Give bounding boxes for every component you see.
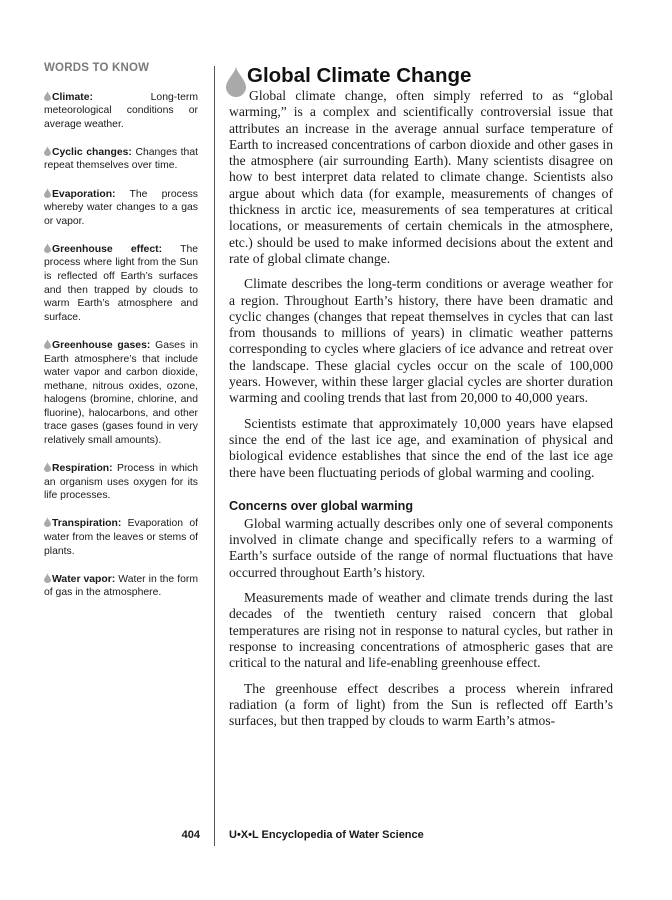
- term-definition: Long-term meteorological conditions or average weather.: [44, 91, 198, 130]
- water-drop-icon: [44, 462, 51, 472]
- term-word: Cyclic changes:: [52, 146, 132, 158]
- term-definition: The process where light from the Sun is reflected off Earth’s surfaces and then trapped by clouds to warm Earth’s atmosphere and surface.: [44, 243, 198, 323]
- term-water-vapor: [44, 573, 198, 600]
- term-definition: Water in the form of gas in the atmosphere.: [44, 573, 198, 599]
- water-drop-icon: [44, 91, 51, 101]
- title-row: [229, 64, 613, 88]
- section-paragraph: Measurements made of weather and climate trends during the last decades of the twentieth century raised concern that global temperatures are rising not in response to natural cycles, but rather in response to increasing concentrations of atmospheric gases that are critical to the natural and life-enabling greenhouse effect.: [229, 590, 613, 671]
- intro-paragraph: Climate describes the long-term conditions or average weather for a region. Throughout Earth’s history, there have been dramatic and cyclic changes (changes that repeat themselves in cycles that can last from thousands to millions of years) in climatic weather patterns corresponding to cycles where glaciers of ice advance and retreat over the landscape. These glacial cycles occur on the scale of 100,000 years. However, within these larger glacial cycles are shorter duration warming and cooling trends that last from 20,000 to 40,000 years.: [229, 276, 613, 406]
- page-number: 404: [181, 829, 200, 841]
- water-drop-icon: [44, 146, 51, 156]
- term-definition: Changes that repeat themselves over time.: [44, 146, 199, 172]
- term-definition: Evaporation of water from the leaves or stems of plants.: [44, 518, 198, 557]
- term-definition: Gases in Earth atmosphere’s that include water vapor and carbon dioxide, methane, nitrous oxides, ozone, halogens (bromine, chlorine, and fluorine), halocarbons, and other trace gases (gases found in very relatively small amounts).: [44, 339, 198, 447]
- book-title: U•X•L Encyclopedia of Water Science: [229, 829, 424, 841]
- term-transpiration: [44, 517, 198, 558]
- term-respiration: [44, 462, 198, 503]
- term-greenhouse-effect: [44, 243, 198, 325]
- term-word: Climate:: [52, 91, 93, 103]
- section-paragraph: The greenhouse effect describes a process wherein infrared radiation (a form of light) from the Sun is reflected off Earth’s surfaces, but then trapped by clouds to warm Earth’s atmos-: [229, 680, 613, 729]
- section-heading: Concerns over global warming: [229, 498, 414, 513]
- term-word: Greenhouse effect:: [52, 243, 163, 255]
- water-drop-icon: [44, 339, 51, 349]
- intro-paragraph: Global climate change, often simply referred to as “global warming,” is a complex and scientifically controversial issue that attributes an increase in the average annual surface temperature of Earth to increased concentrations of carbon dioxide and other gases in the atmosphere (air surrounding Earth). Many scientists disagree on how to best interpret data related to climate change. Scientists also argue about which data (for example, measurements of changes of thickness in arctic ice, measurements of sea temperatures at critical locations, or measurements of certain chemicals in the atmosphere, etc.) should be used to make informed decisions about the extent and rate of global climate change.: [229, 88, 613, 266]
- term-word: Water vapor:: [52, 573, 116, 585]
- column-divider: [214, 66, 215, 846]
- words-to-know-sidebar: [44, 62, 198, 614]
- term-word: Greenhouse gases:: [52, 339, 151, 351]
- term-word: Transpiration:: [52, 518, 122, 530]
- water-drop-icon: [44, 188, 51, 198]
- term-definition: The process whereby water changes to a gas or vapor.: [44, 188, 198, 227]
- water-drop-icon: [44, 573, 51, 583]
- term-word: Evaporation:: [52, 188, 116, 200]
- term-greenhouse-gases: [44, 339, 198, 448]
- term-word: Respiration:: [52, 463, 113, 475]
- sidebar-heading: WORDS TO KNOW: [44, 62, 150, 74]
- term-climate: [44, 91, 198, 132]
- article-title: Global Climate Change: [247, 64, 472, 87]
- water-drop-icon: [44, 243, 51, 253]
- term-cyclic-changes: [44, 146, 198, 173]
- term-evaporation: [44, 188, 198, 229]
- section-paragraph: Global warming actually describes only one of several components involved in climate change and specifically refers to a warming of Earth’s surface outside of the range of normal fluctuations that have occurred throughout Earth’s history.: [229, 515, 613, 580]
- water-drop-icon: [44, 517, 51, 527]
- term-definition: Process in which an organism uses oxygen for its life processes.: [44, 463, 199, 502]
- article-body: [229, 64, 613, 738]
- intro-paragraph: Scientists estimate that approximately 10,000 years have elapsed since the end of the last ice age, and examination of physical and biological evidence establishes that since the end of the last ice age there have been fluctuating periods of global warming and cooling.: [229, 415, 613, 480]
- water-drop-icon: [226, 66, 246, 98]
